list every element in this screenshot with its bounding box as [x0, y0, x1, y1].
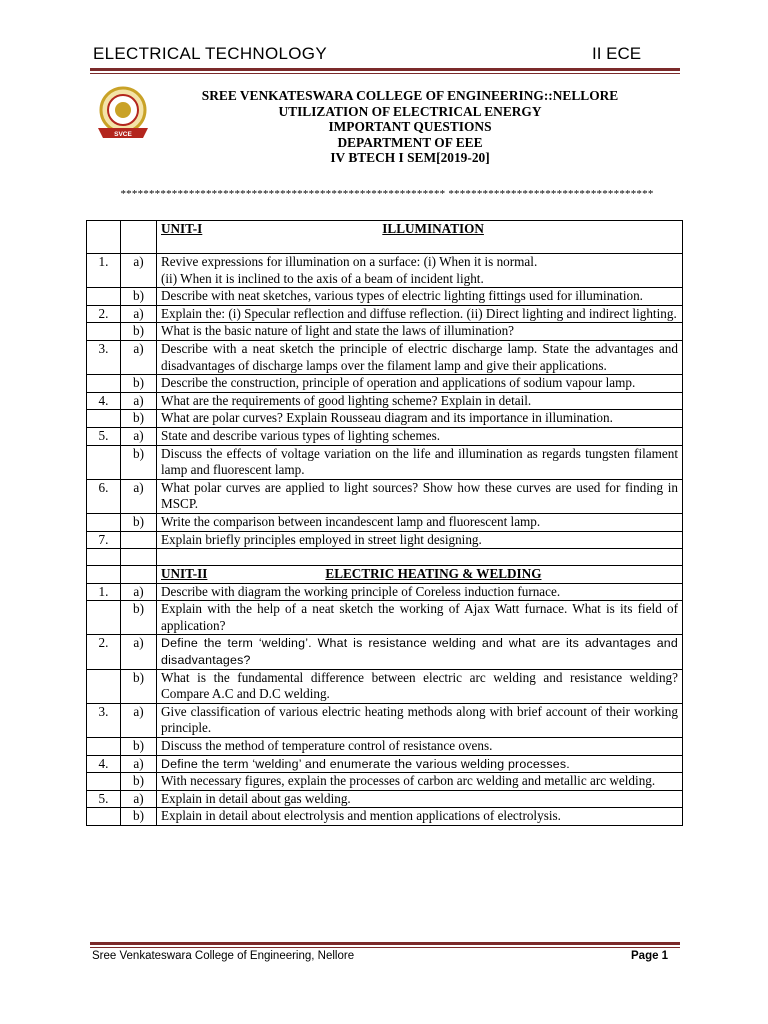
question-part: a) [121, 479, 157, 513]
question-text: Describe the construction, principle of operation and applications of sodium vapour lamp. [157, 375, 683, 393]
question-number: 6. [87, 479, 121, 513]
header-rule-thick [90, 68, 680, 71]
question-text: Explain briefly principles employed in street light designing. [157, 531, 683, 549]
question-row [87, 305, 683, 323]
question-text: Discuss the method of temperature control of resistance ovens. [157, 738, 683, 756]
question-row [87, 288, 683, 306]
question-part: b) [121, 601, 157, 635]
question-number [87, 669, 121, 703]
unit-sub-cell [121, 221, 157, 254]
question-row [87, 427, 683, 445]
question-number: 7. [87, 531, 121, 549]
question-part: b) [121, 323, 157, 341]
question-part [121, 549, 157, 566]
unit-heading-cell [157, 221, 683, 254]
question-part: a) [121, 790, 157, 808]
question-text: What polar curves are applied to light sources? Show how these curves are used for finding in MSCP. [157, 479, 683, 513]
question-number: 5. [87, 790, 121, 808]
question-part: b) [121, 445, 157, 479]
question-part: a) [121, 755, 157, 773]
question-row [87, 323, 683, 341]
question-number: 3. [87, 703, 121, 737]
question-text: With necessary figures, explain the processes of carbon arc welding and metallic arc welding. [157, 773, 683, 791]
question-row [87, 790, 683, 808]
question-text: Define the term ‘welding’ and enumerate the various welding processes. [157, 755, 683, 773]
question-row [87, 445, 683, 479]
question-text: Explain in detail about gas welding. [157, 790, 683, 808]
unit-title: ELECTRIC HEATING & WELDING [325, 566, 542, 582]
question-number [87, 288, 121, 306]
footer-rule-thin [90, 947, 680, 948]
question-part: b) [121, 410, 157, 428]
question-part: b) [121, 808, 157, 826]
question-row [87, 340, 683, 374]
question-row [87, 583, 683, 601]
question-text: Give classification of various electric heating methods along with brief account of their working principle. [157, 703, 683, 737]
question-part: a) [121, 305, 157, 323]
question-number [87, 601, 121, 635]
page-number: Page 1 [631, 950, 669, 962]
document-type: IMPORTANT QUESTIONS [328, 119, 492, 135]
question-number: 1. [87, 583, 121, 601]
question-number [87, 375, 121, 393]
footer-college: Sree Venkateswara College of Engineering, Nellore [92, 950, 355, 962]
star-separator: ********************************************************* ************************************ [120, 188, 654, 200]
question-text: Explain the: (i) Specular reflection and diffuse reflection. (ii) Direct lighting and indirect lighting. [157, 305, 683, 323]
unit-label: UNIT-II [161, 566, 208, 582]
question-text: State and describe various types of lighting schemes. [157, 427, 683, 445]
question-part: a) [121, 392, 157, 410]
question-number [87, 549, 121, 566]
question-number: 1. [87, 254, 121, 288]
questions-table [86, 220, 683, 826]
question-part: b) [121, 773, 157, 791]
unit-header-row [87, 566, 683, 584]
question-row [87, 254, 683, 288]
unit-num-cell [87, 566, 121, 584]
question-part: b) [121, 738, 157, 756]
footer-rule-thick [90, 942, 680, 945]
question-text: What is the basic nature of light and state the laws of illumination? [157, 323, 683, 341]
question-text: Write the comparison between incandescent lamp and fluorescent lamp. [157, 513, 683, 531]
unit-sub-cell [121, 566, 157, 584]
question-number [87, 738, 121, 756]
question-row [87, 375, 683, 393]
question-text: Explain in detail about electrolysis and mention applications of electrolysis. [157, 808, 683, 826]
question-text: Explain with the help of a neat sketch the working of Ajax Watt furnace. What is its field of application? [157, 601, 683, 635]
question-number: 2. [87, 305, 121, 323]
question-text: Describe with a neat sketch the principle of electric discharge lamp. State the advantages and disadvantages of discharge lamps over the filament lamp and give their applications. [157, 340, 683, 374]
question-number: 2. [87, 635, 121, 669]
question-text: Revive expressions for illumination on a surface: (i) When it is normal. (ii) When it is inclined to the axis of a beam of incident light. [157, 254, 683, 288]
question-number: 4. [87, 392, 121, 410]
question-number: 5. [87, 427, 121, 445]
question-row [87, 808, 683, 826]
question-part: a) [121, 427, 157, 445]
department-name: DEPARTMENT OF EEE [337, 134, 483, 150]
question-number [87, 513, 121, 531]
question-row [87, 755, 683, 773]
question-row [87, 410, 683, 428]
question-text: Discuss the effects of voltage variation on the life and illumination as regards tungsten filament lamp and fluorescent lamp. [157, 445, 683, 479]
document-title-block [140, 88, 680, 166]
question-number [87, 773, 121, 791]
question-row [87, 392, 683, 410]
question-part: b) [121, 513, 157, 531]
question-part: a) [121, 340, 157, 374]
question-row [87, 513, 683, 531]
question-text: What is the fundamental difference between electric arc welding and resistance welding? Compare A.C and D.C welding. [157, 669, 683, 703]
unit-header-row [87, 221, 683, 254]
unit-heading-cell [157, 566, 683, 584]
question-row [87, 479, 683, 513]
question-part: b) [121, 669, 157, 703]
question-text [157, 549, 683, 566]
question-row [87, 635, 683, 669]
question-text: Define the term ‘welding’. What is resistance welding and what are its advantages and disadvantages? [157, 635, 683, 669]
running-header-class: II ECE [592, 44, 642, 63]
question-text: Describe with neat sketches, various types of electric lighting fittings used for illumination. [157, 288, 683, 306]
semester-info: IV BTECH I SEM[2019-20] [330, 150, 490, 166]
question-number: 4. [87, 755, 121, 773]
question-number [87, 323, 121, 341]
question-text: What are the requirements of good lighting scheme? Explain in detail. [157, 392, 683, 410]
question-row [87, 601, 683, 635]
question-number: 3. [87, 340, 121, 374]
question-row [87, 703, 683, 737]
question-part: a) [121, 583, 157, 601]
svg-text:SVCE: SVCE [114, 131, 132, 138]
question-row [87, 669, 683, 703]
question-row [87, 773, 683, 791]
subject-name: UTILIZATION OF ELECTRICAL ENERGY [278, 103, 542, 119]
question-row [87, 738, 683, 756]
question-row [87, 531, 683, 549]
unit-label: UNIT-I [161, 221, 203, 236]
question-number [87, 410, 121, 428]
question-part: b) [121, 375, 157, 393]
question-number [87, 445, 121, 479]
question-part [121, 531, 157, 549]
college-name: SREE VENKATESWARA COLLEGE OF ENGINEERING::NELLORE [201, 88, 619, 103]
question-part: b) [121, 288, 157, 306]
running-header-title: ELECTRICAL TECHNOLOGY [93, 44, 327, 63]
question-text: Describe with diagram the working principle of Coreless induction furnace. [157, 583, 683, 601]
header-rule-thin [90, 73, 680, 74]
question-number [87, 808, 121, 826]
question-row [87, 549, 683, 566]
question-part: a) [121, 703, 157, 737]
unit-title: ILLUMINATION [382, 221, 484, 236]
unit-num-cell [87, 221, 121, 254]
question-text: What are polar curves? Explain Rousseau diagram and its importance in illumination. [157, 410, 683, 428]
question-part: a) [121, 635, 157, 669]
question-part: a) [121, 254, 157, 288]
